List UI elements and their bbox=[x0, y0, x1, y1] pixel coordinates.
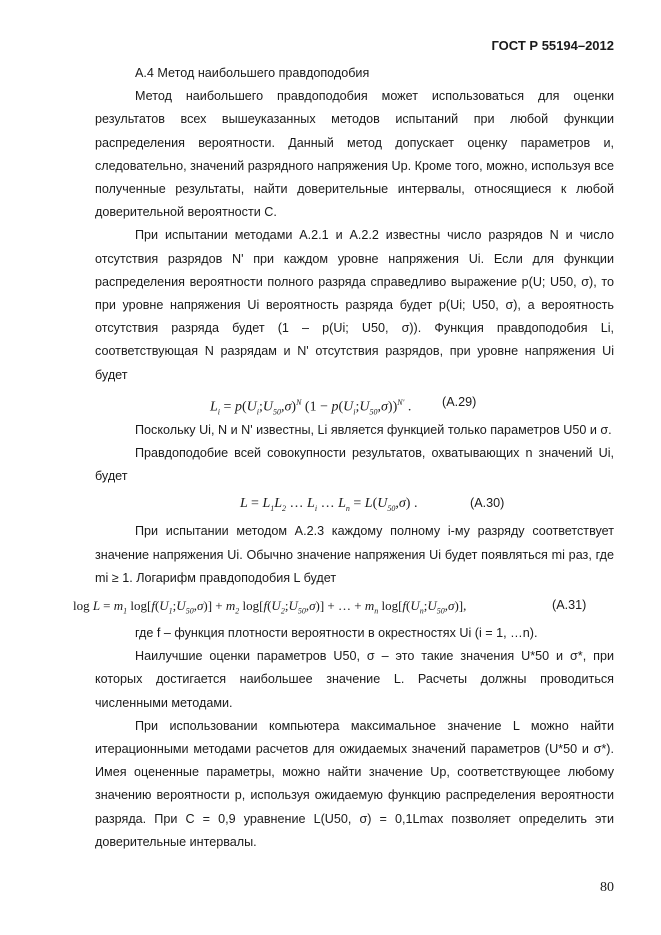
standard-code: ГОСТ Р 55194–2012 bbox=[491, 38, 614, 53]
section-heading: А.4 Метод наибольшего правдоподобия bbox=[135, 66, 370, 80]
paragraph-7: Наилучшие оценки параметров U50, σ – это такие значения U*50 и σ*, при которых достигается наибольшее значение L. Расчеты должны проводиться численными методами. bbox=[95, 649, 614, 710]
paragraph-1: Метод наибольшего правдоподобия может использоваться для оценки результатов всех вышеуказанных методов испытаний при любой функции распределения вероятности. Данный метод допускает оценку параметров и, следовательно, значений разрядного напряжения Uр. Кроме того, можно, используя все полученные результаты, найти доверительные интервалы, относящиеся к любой доверительной вероятности C. bbox=[95, 89, 614, 220]
paragraph-2: При испытании методами А.2.1 и А.2.2 известны число разрядов N и число отсутствия разрядов N' при каждом уровне напряжения Ui. Если для функции распределения вероятности полного разряда справедливо выражение p(U; U50, σ), то при уровне напряжения Ui вероятность разряда будет p(Ui; U50, σ), а вероятность отсутствия разряда будет (1 – p(Ui; U50, σ)). Функция правдоподобия Li, соответствующая N разрядам и N' отсутствия разрядов, при уровне напряжения Ui будет bbox=[95, 228, 614, 382]
paragraph-6: где f – функция плотности вероятности в окрестностях Ui (i = 1, …n). bbox=[135, 626, 538, 641]
paragraph-5: При испытании методом А.2.3 каждому полному i-му разряду соответствует значение напряжения Ui. Обычно значение напряжения Ui будет появляться mi раз, где mi ≥ 1. Логарифм правдоподобия L будет bbox=[95, 524, 614, 585]
equation-a30 bbox=[95, 488, 614, 520]
paragraph-4: Правдоподобие всей совокупности результатов, охватывающих n значений Ui, будет bbox=[95, 446, 614, 484]
page-number: 80 bbox=[600, 880, 614, 895]
equation-a29-label: (А.29) bbox=[442, 394, 477, 409]
equation-a29 bbox=[95, 387, 614, 419]
equation-a31-formula: $\log L = m_1$ $\log[f(U_1;U_{50},\sigma)] + m_2$ $\log[f(U_2;U_{50},\sigma)]$ + … + $m_n$ $\log[f(U_n;U_{50},\sigma)]$, bbox=[73, 598, 467, 616]
paragraph-3: Поскольку Ui, N и N' известны, Li является функцией только параметров U50 и σ. bbox=[135, 422, 612, 437]
equation-a31 bbox=[73, 590, 614, 622]
equation-a29-formula: $L_i$ = $p(U_i;U_{50},\sigma)^N$ $(1 - p(U_i;U_{50},\sigma))^{N'}$ . bbox=[210, 397, 412, 417]
equation-a31-label: (А.31) bbox=[552, 598, 587, 613]
equation-a30-formula: $L = L_1L_2$ … $L_i$ … $L_n = L(U_{50},\sigma)$ . bbox=[240, 496, 418, 514]
document-body bbox=[73, 62, 614, 854]
paragraph-8: При использовании компьютера максимальное значение L можно найти итерационными методами расчетов для ожидаемых значений параметров (U*50 и σ*). Имея оцененные параметры, можно найти значение Uр, соответствующее любому значению вероятности p, используя ожидаемую функцию распределения вероятности разряда. При C = 0,9 уравнение L(U50, σ) = 0,1Lmax позволяет определить эти доверительные интервалы. bbox=[95, 718, 614, 849]
equation-a30-label: (А.30) bbox=[470, 496, 505, 511]
